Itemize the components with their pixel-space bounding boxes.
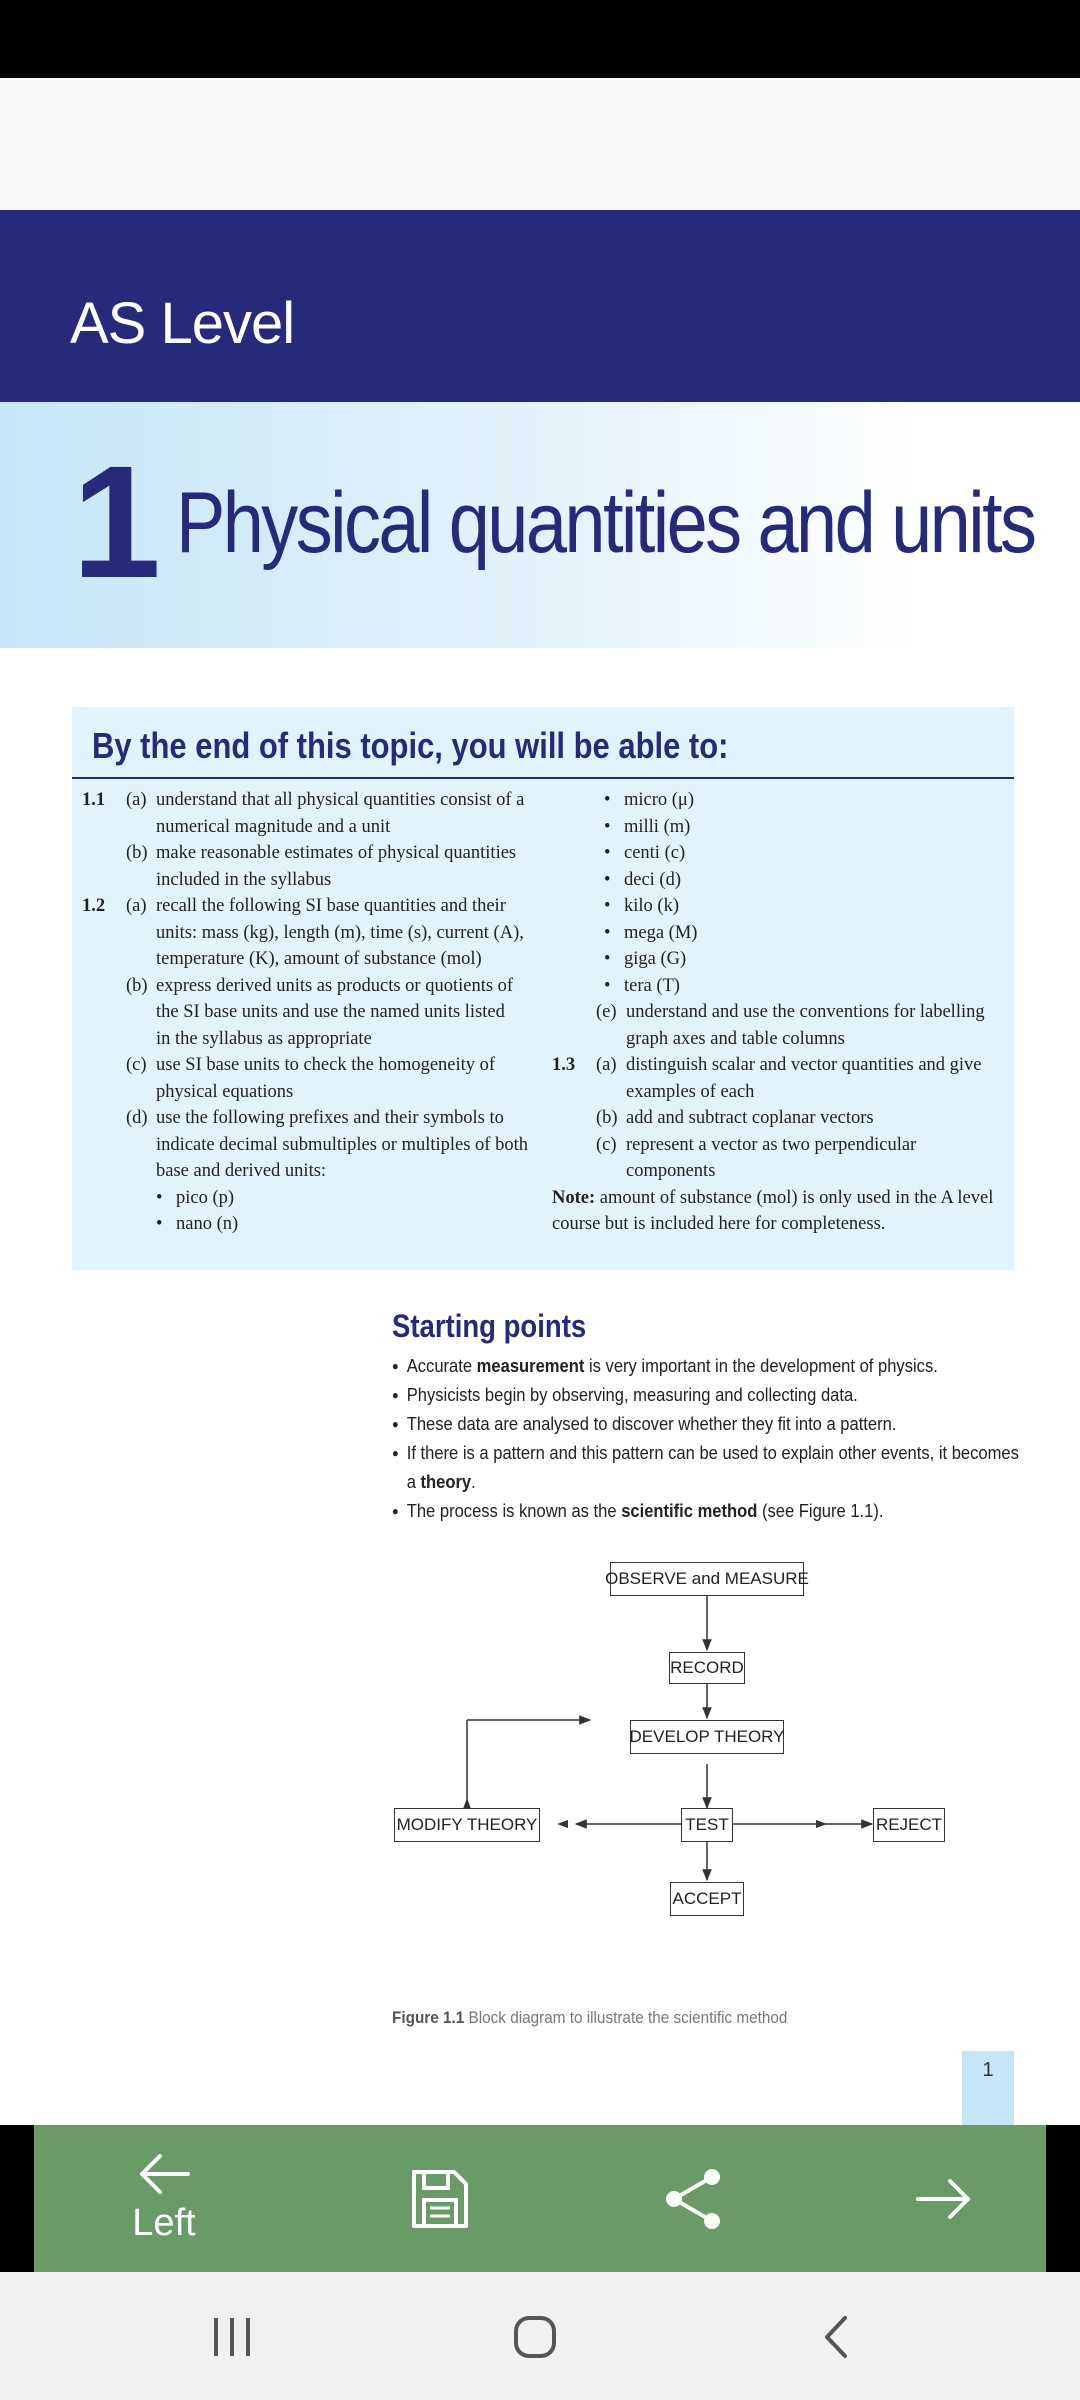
objective-line: units: mass (kg), length (m), time (s), current (A), — [156, 922, 524, 943]
back-icon — [817, 2312, 857, 2362]
test-box: TEST — [681, 1808, 733, 1842]
starting-point-item: ● Physicists begin by observing, measuring and collecting data. — [392, 1381, 1036, 1410]
page-number-tab — [962, 2051, 1014, 2125]
status-bar — [0, 0, 1080, 78]
objective-line: temperature (K), amount of substance (mol) — [156, 949, 482, 969]
chapter-header — [0, 402, 1080, 648]
recent-apps-button[interactable] — [192, 2302, 272, 2372]
prefix-item: • deci (d) — [604, 869, 682, 890]
save-icon — [408, 2168, 470, 2230]
learning-objectives-box — [72, 707, 1014, 1270]
prefix-item: • milli (m) — [604, 816, 691, 837]
prefix-item: • mega (M) — [604, 922, 698, 943]
home-icon — [510, 2312, 560, 2362]
objective-line: numerical magnitude and a unit — [156, 816, 391, 837]
objectives-divider — [72, 777, 1014, 779]
starting-point-item: ● Accurate measurement is very important in the development of physics. — [392, 1352, 1036, 1381]
objectives-heading: By the end of this topic, you will be able to: — [92, 725, 729, 766]
objective-line: graph axes and table columns — [626, 1028, 845, 1049]
prefix-item: • nano (n) — [156, 1214, 239, 1234]
objective-line: (b) express derived units as products or quotients of — [126, 975, 514, 996]
share-icon — [662, 2167, 726, 2231]
note-line: course but is included here for completeness. — [552, 1214, 886, 1234]
document-page[interactable] — [0, 78, 1080, 2125]
objective-line: 1.2 (a) recall the following SI base quantities and their — [82, 896, 506, 916]
reject-box: REJECT — [873, 1808, 945, 1842]
chapter-number: 1 — [72, 432, 155, 611]
objective-line: (e) understand and use the conventions for labelling — [596, 1002, 985, 1022]
left-button[interactable] — [94, 2125, 234, 2272]
objective-line: in the syllabus as appropriate — [156, 1028, 372, 1049]
record-box: RECORD — [669, 1652, 745, 1684]
page-number: 1 — [982, 2059, 994, 2081]
prefix-item: • tera (T) — [604, 975, 680, 996]
prefix-item: • giga (G) — [604, 949, 687, 969]
prefix-item: • pico (p) — [156, 1187, 235, 1208]
prefix-item: • kilo (k) — [604, 896, 679, 916]
scientific-method-diagram — [392, 1554, 992, 2054]
objective-line: base and derived units: — [156, 1161, 327, 1181]
accept-box: ACCEPT — [670, 1882, 744, 1916]
home-button[interactable] — [495, 2302, 575, 2372]
objective-line: (d) use the following prefixes and their symbols to — [126, 1108, 504, 1128]
share-button[interactable] — [629, 2125, 759, 2272]
back-button[interactable] — [797, 2302, 877, 2372]
bottom-toolbar — [34, 2125, 1046, 2272]
objective-line: physical equations — [156, 1081, 294, 1102]
level-banner — [0, 210, 1080, 402]
arrow-right-icon — [914, 2177, 974, 2221]
objective-line: indicate decimal submultiples or multiples of both — [156, 1134, 528, 1155]
observe-measure-box: OBSERVE and MEASURE — [610, 1562, 804, 1596]
figure-caption: Figure 1.1 Block diagram to illustrate the scientific method — [392, 2008, 788, 2027]
level-text: AS Level — [70, 291, 295, 356]
starting-point-item: ● The process is known as the scientific method (see Figure 1.1). — [392, 1497, 1036, 1526]
diagram-connectors — [392, 1554, 992, 2054]
page-top-margin — [0, 78, 1080, 210]
objective-line: 1.3 (a) distinguish scalar and vector quantities and give — [552, 1055, 982, 1075]
objective-line: (b) add and subtract coplanar vectors — [596, 1108, 874, 1128]
objective-line: the SI base units and use the named units listed — [156, 1002, 505, 1022]
develop-theory-box: DEVELOP THEORY — [630, 1720, 784, 1754]
chapter-title: Physical quantities and units — [176, 475, 1035, 571]
modify-theory-box: MODIFY THEORY — [394, 1808, 540, 1842]
objective-line: included in the syllabus — [156, 869, 332, 890]
system-navigation-bar — [0, 2272, 1080, 2400]
objective-line: (b) make reasonable estimates of physical quantities — [126, 843, 517, 863]
objective-line: examples of each — [626, 1081, 755, 1102]
note-line: Note: amount of substance (mol) is only used in the A level — [552, 1187, 994, 1208]
objectives-left-column — [82, 787, 542, 1238]
right-button[interactable] — [879, 2125, 1009, 2272]
objectives-right-column — [552, 787, 1012, 1238]
prefix-item: • micro (μ) — [604, 790, 695, 810]
starting-point-item: ● These data are analysed to discover whether they fit into a pattern. — [392, 1410, 1036, 1439]
save-button[interactable] — [374, 2125, 504, 2272]
prefix-item: • centi (c) — [604, 843, 686, 863]
objective-line: components — [626, 1161, 716, 1181]
starting-point-item: ● If there is a pattern and this pattern can be used to explain other events, it becomes a theory. — [392, 1439, 1036, 1497]
objective-line: (c) use SI base units to check the homogeneity of — [126, 1055, 496, 1075]
starting-points-section — [392, 1308, 1032, 1526]
objective-line: 1.1 (a) understand that all physical quantities consist of a — [82, 790, 525, 810]
objective-line: (c) represent a vector as two perpendicular — [596, 1134, 917, 1155]
arrow-left-icon — [136, 2152, 192, 2196]
starting-points-title: Starting points — [392, 1308, 587, 1344]
left-button-label: Left — [132, 2202, 196, 2244]
recent-apps-icon — [207, 2314, 257, 2360]
